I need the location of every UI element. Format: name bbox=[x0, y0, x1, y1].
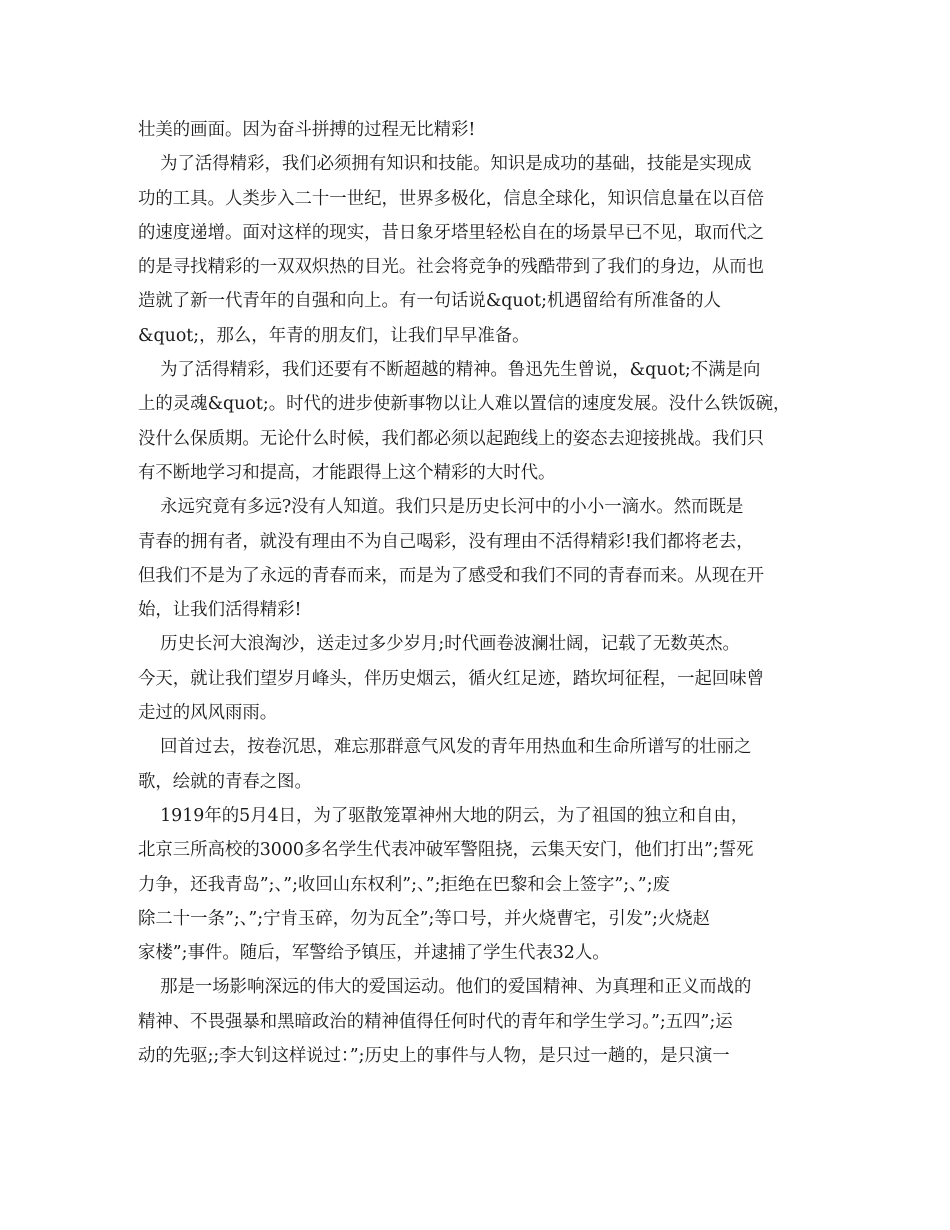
text-line: 家楼”;事件。随后，军警给予镇压，并逮捕了学生代表32人。 bbox=[138, 943, 610, 964]
text-line: 动的先驱;;李大钊这样说过：”;历史上的事件与人物，是只过一趟的，是只演一 bbox=[138, 1046, 730, 1067]
text-line: 北京三所高校的3000多名学生代表冲破军警阻挠，云集天安门，他们打出”;誓死 bbox=[138, 840, 754, 861]
text-line: 的是寻找精彩的一双双炽热的目光。社会将竞争的残酷带到了我们的身边，从而也 bbox=[138, 257, 765, 278]
text-line: 的速度递增。面对这样的现实，昔日象牙塔里轻松自在的场景早已不见，取而代之 bbox=[138, 222, 765, 243]
text-line: 但我们不是为了永远的青春而来，而是为了感受和我们不同的青春而来。从现在开 bbox=[138, 565, 765, 586]
text-line: &quot;，那么，年青的朋友们，让我们早早准备。 bbox=[138, 325, 530, 346]
text-line: 有不断地学习和提高，才能跟得上这个精彩的大时代。 bbox=[138, 462, 556, 483]
text-line: 走过的风风雨雨。 bbox=[138, 703, 278, 724]
text-line: 力争，还我青岛”;、”;收回山东权利”;、”;拒绝在巴黎和会上签字”;、”;废 bbox=[138, 874, 670, 895]
text-line: 今天，就让我们望岁月峰头，伴历史烟云，循火红足迹，踏坎坷征程，一起回味曾 bbox=[138, 668, 765, 689]
text-line: 青春的拥有者，就没有理由不为自己喝彩，没有理由不活得精彩!我们都将老去， bbox=[138, 531, 754, 552]
text-line: 歌，绘就的青春之图。 bbox=[138, 771, 312, 792]
text-line: 为了活得精彩，我们必须拥有知识和技能。知识是成功的基础，技能是实现成 bbox=[138, 154, 752, 175]
text-line: 始，让我们活得精彩! bbox=[138, 600, 302, 621]
text-line: 1919年的5月4日，为了驱散笼罩神州大地的阴云，为了祖国的独立和自由， bbox=[138, 805, 749, 826]
text-line: 功的工具。人类步入二十一世纪，世界多极化，信息全球化，知识信息量在以百倍 bbox=[138, 188, 765, 209]
text-line: 为了活得精彩，我们还要有不断超越的精神。鲁迅先生曾说，&quot;不满是向 bbox=[138, 360, 761, 381]
document-body bbox=[138, 113, 813, 1073]
text-line: 精神、不畏强暴和黑暗政治的精神值得任何时代的青年和学生学习。”;五四”;运 bbox=[138, 1011, 733, 1032]
text-line: 那是一场影响深远的伟大的爱国运动。他们的爱国精神、为真理和正义而战的 bbox=[138, 977, 752, 998]
text-line: 上的灵魂&quot;。时代的进步使新事物以让人难以置信的速度发展。没什么铁饭碗， bbox=[138, 394, 791, 415]
text-line: 壮美的画面。因为奋斗拼搏的过程无比精彩! bbox=[138, 120, 476, 140]
text-line: 没什么保质期。无论什么时候，我们都必须以起跑线上的姿态去迎接挑战。我们只 bbox=[138, 428, 765, 449]
text-line: 除二十一条”;、”;宁肯玉碎，勿为瓦全”;等口号，并火烧曹宅，引发”;火烧赵 bbox=[138, 908, 711, 929]
text-line: 回首过去，按卷沉思，难忘那群意气风发的青年用热血和生命所谱写的壮丽之 bbox=[138, 737, 752, 758]
text-line: 造就了新一代青年的自强和向上。有一句话说&quot;机遇留给有所准备的人 bbox=[138, 291, 721, 312]
text-line: 永远究竟有多远?没有人知道。我们只是历史长河中的小小一滴水。然而既是 bbox=[138, 497, 744, 518]
text-line: 历史长河大浪淘沙，送走过多少岁月;时代画卷波澜壮阔，记载了无数英杰。 bbox=[138, 634, 740, 655]
